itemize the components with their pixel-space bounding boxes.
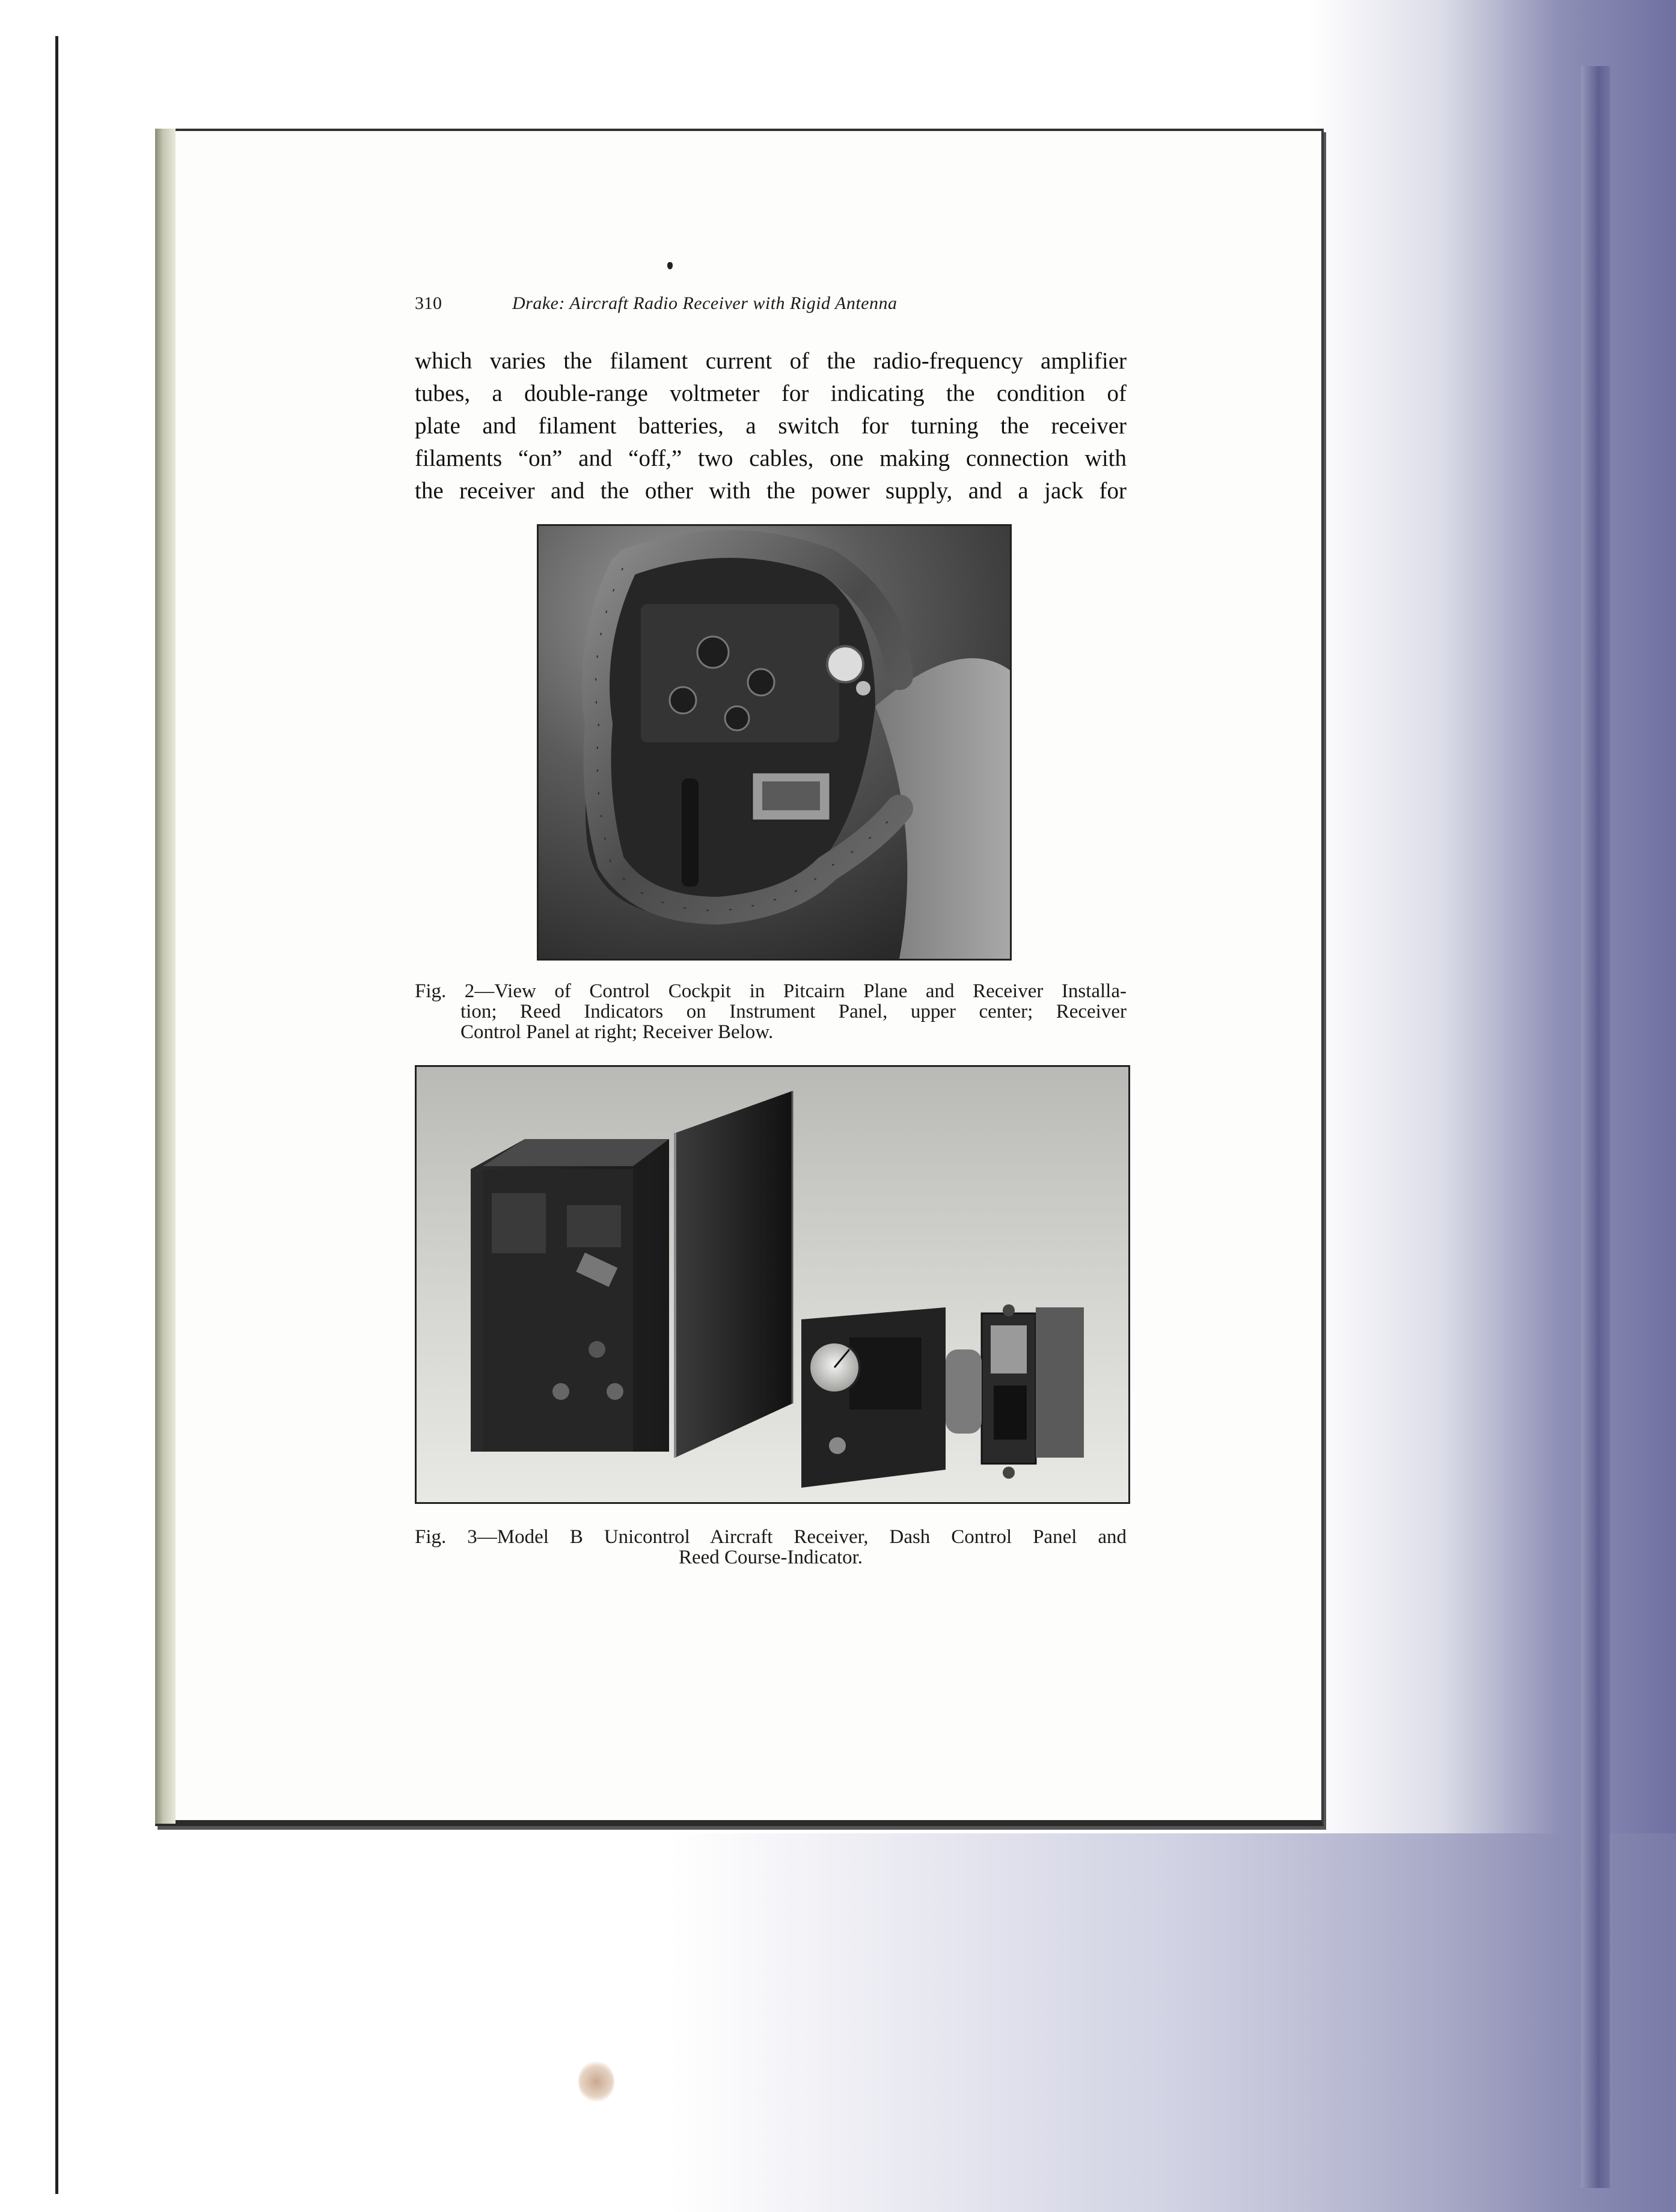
scan-smudge [578, 2061, 614, 2103]
caption-line: Fig. 2—View of Control Cockpit in Pitcairn Plane and Receiver Installa- [415, 980, 1127, 1002]
figure-2-photo [537, 524, 1012, 961]
figure-3-photo [415, 1065, 1130, 1504]
figure-2-caption [415, 981, 1127, 1042]
caption-line: Fig. 3—Model B Unicontrol Aircraft Receiver, Dash Control Panel and [415, 1526, 1127, 1548]
page-spine-edge [155, 129, 176, 1824]
page-number: 310 [415, 293, 442, 313]
caption-line: Control Panel at right; Receiver Below. [460, 1021, 774, 1043]
scanner-background-shading [0, 1833, 1676, 2212]
scan-edge-line [55, 36, 58, 2194]
body-line: the receiver and the other with the power supply, and a jack for [415, 478, 1127, 504]
body-line: filaments “on” and “off,” two cables, one making connection with [415, 445, 1127, 471]
scan-shadow-strip [1581, 66, 1610, 2188]
caption-line: Reed Course-Indicator. [678, 1547, 863, 1568]
body-line: which varies the filament current of the radio-frequency amplifier [415, 348, 1127, 374]
page-header [415, 293, 1136, 329]
body-line: tubes, a double-range voltmeter for indicating the condition of [415, 380, 1127, 406]
ink-mark [667, 262, 673, 269]
figure-3-caption [415, 1527, 1127, 1568]
caption-line: tion; Reed Indicators on Instrument Panel, upper center; Receiver [460, 1001, 1127, 1022]
body-paragraph [415, 345, 1127, 507]
body-line: plate and filament batteries, a switch for turning the receiver [415, 413, 1127, 439]
running-head: Drake: Aircraft Radio Receiver with Rigid Antenna [512, 293, 898, 313]
